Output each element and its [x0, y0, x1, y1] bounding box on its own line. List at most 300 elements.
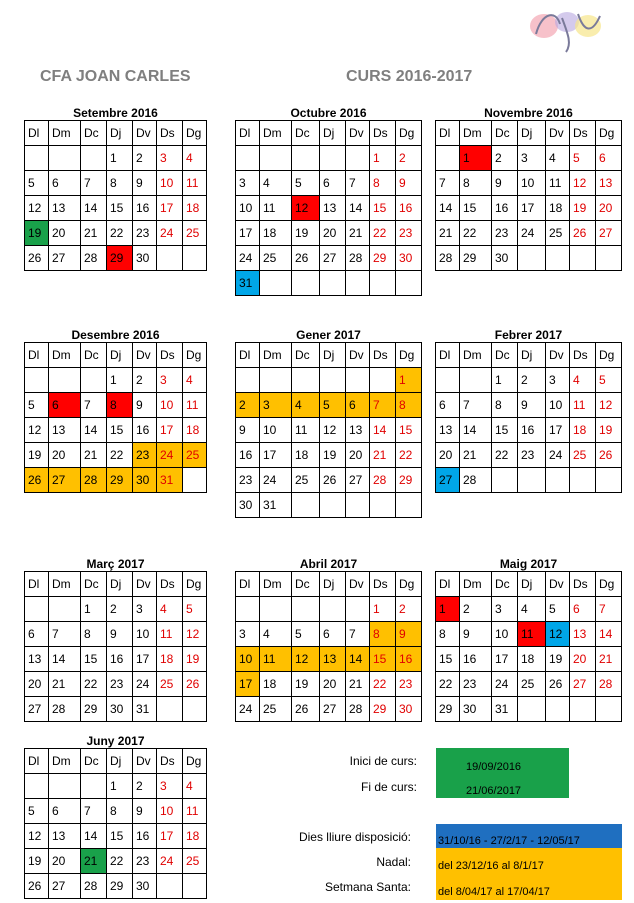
day-cell: 5 [570, 146, 596, 171]
day-cell: 12 [570, 171, 596, 196]
day-cell: 19 [596, 418, 622, 443]
day-cell: 23 [133, 443, 157, 468]
day-cell: 12 [292, 196, 320, 221]
empty-cell [236, 368, 260, 393]
empty-cell [81, 146, 107, 171]
day-cell: 13 [49, 196, 81, 221]
day-cell: 19 [25, 221, 49, 246]
empty-cell [396, 493, 422, 518]
day-cell: 1 [460, 146, 492, 171]
day-cell: 27 [320, 246, 346, 271]
day-cell: 7 [81, 171, 107, 196]
day-cell: 9 [460, 622, 492, 647]
day-cell: 20 [436, 443, 460, 468]
day-cell: 20 [25, 672, 49, 697]
weekday-header: Dj [107, 343, 133, 368]
day-cell: 24 [518, 221, 546, 246]
day-cell: 11 [183, 393, 207, 418]
day-cell: 28 [346, 697, 370, 722]
school-name: CFA JOAN CARLES [40, 68, 191, 85]
empty-cell [370, 493, 396, 518]
day-cell: 13 [596, 171, 622, 196]
day-cell: 15 [396, 418, 422, 443]
day-cell: 5 [25, 171, 49, 196]
day-cell: 28 [81, 468, 107, 493]
day-cell: 13 [320, 647, 346, 672]
weekday-header: Dl [436, 572, 460, 597]
day-cell: 29 [436, 697, 460, 722]
weekday-header: Dv [546, 572, 570, 597]
day-cell: 4 [183, 146, 207, 171]
legend-holidays-box [436, 848, 622, 900]
day-cell: 9 [133, 171, 157, 196]
day-cell: 26 [292, 246, 320, 271]
day-cell: 11 [292, 418, 320, 443]
day-cell: 16 [396, 647, 422, 672]
day-cell: 14 [346, 647, 370, 672]
empty-cell [346, 271, 370, 296]
day-cell: 28 [81, 874, 107, 899]
empty-cell [546, 468, 570, 493]
course-title: CURS 2016-2017 [346, 68, 473, 85]
weekday-header: Dg [596, 343, 622, 368]
day-cell: 1 [107, 146, 133, 171]
day-cell: 4 [183, 774, 207, 799]
day-cell: 12 [546, 622, 570, 647]
day-cell: 8 [107, 171, 133, 196]
weekday-header: Dc [292, 121, 320, 146]
day-cell: 21 [346, 672, 370, 697]
empty-cell [596, 468, 622, 493]
day-cell: 25 [292, 468, 320, 493]
day-cell: 9 [492, 171, 518, 196]
weekday-header: Dg [183, 121, 207, 146]
day-cell: 6 [320, 171, 346, 196]
day-cell: 4 [518, 597, 546, 622]
day-cell: 1 [81, 597, 107, 622]
day-cell: 30 [492, 246, 518, 271]
day-cell: 18 [183, 196, 207, 221]
day-cell: 1 [492, 368, 518, 393]
weekday-header: Dm [260, 572, 292, 597]
day-cell: 6 [25, 622, 49, 647]
day-cell: 12 [596, 393, 622, 418]
day-cell: 25 [518, 672, 546, 697]
day-cell: 26 [546, 672, 570, 697]
empty-cell [25, 597, 49, 622]
day-cell: 13 [346, 418, 370, 443]
day-cell: 8 [370, 171, 396, 196]
weekday-header: Dm [49, 749, 81, 774]
legend-easter-value: del 8/04/17 al 17/04/17 [438, 886, 550, 898]
day-cell: 18 [518, 647, 546, 672]
day-cell: 17 [492, 647, 518, 672]
day-cell: 2 [396, 146, 422, 171]
day-cell: 2 [518, 368, 546, 393]
day-cell: 6 [49, 799, 81, 824]
empty-cell [546, 697, 570, 722]
day-cell: 11 [260, 647, 292, 672]
empty-cell [183, 468, 207, 493]
day-cell: 10 [546, 393, 570, 418]
day-cell: 28 [81, 246, 107, 271]
day-cell: 18 [157, 647, 183, 672]
day-cell: 2 [133, 774, 157, 799]
day-cell: 11 [570, 393, 596, 418]
day-cell: 8 [81, 622, 107, 647]
day-cell: 29 [107, 246, 133, 271]
day-cell: 25 [183, 849, 207, 874]
day-cell: 16 [133, 418, 157, 443]
day-cell: 8 [370, 622, 396, 647]
empty-cell [49, 774, 81, 799]
day-cell: 5 [292, 171, 320, 196]
day-cell: 19 [320, 443, 346, 468]
empty-cell [460, 368, 492, 393]
day-cell: 10 [236, 647, 260, 672]
day-cell: 6 [49, 171, 81, 196]
day-cell: 9 [133, 799, 157, 824]
day-cell: 10 [133, 622, 157, 647]
legend-free-value: 31/10/16 - 27/2/17 - 12/05/17 [438, 835, 580, 847]
day-cell: 12 [25, 824, 49, 849]
day-cell: 9 [107, 622, 133, 647]
day-cell: 30 [133, 874, 157, 899]
day-cell: 5 [546, 597, 570, 622]
empty-cell [292, 368, 320, 393]
day-cell: 9 [518, 393, 546, 418]
day-cell: 31 [157, 468, 183, 493]
empty-cell [292, 271, 320, 296]
day-cell: 7 [346, 622, 370, 647]
day-cell: 18 [570, 418, 596, 443]
day-cell: 26 [25, 874, 49, 899]
day-cell: 22 [460, 221, 492, 246]
day-cell: 23 [107, 672, 133, 697]
day-cell: 7 [436, 171, 460, 196]
day-cell: 2 [236, 393, 260, 418]
day-cell: 19 [25, 849, 49, 874]
day-cell: 16 [460, 647, 492, 672]
empty-cell [570, 697, 596, 722]
day-cell: 25 [260, 697, 292, 722]
weekday-header: Ds [157, 572, 183, 597]
empty-cell [81, 774, 107, 799]
day-cell: 27 [436, 468, 460, 493]
day-cell: 5 [596, 368, 622, 393]
day-cell: 29 [107, 468, 133, 493]
day-cell: 29 [370, 246, 396, 271]
day-cell: 5 [183, 597, 207, 622]
day-cell: 4 [260, 171, 292, 196]
empty-cell [346, 597, 370, 622]
day-cell: 21 [49, 672, 81, 697]
day-cell: 15 [460, 196, 492, 221]
day-cell: 18 [183, 418, 207, 443]
day-cell: 20 [320, 221, 346, 246]
empty-cell [183, 697, 207, 722]
empty-cell [260, 597, 292, 622]
day-cell: 4 [292, 393, 320, 418]
day-cell: 28 [370, 468, 396, 493]
weekday-header: Ds [157, 343, 183, 368]
day-cell: 3 [157, 774, 183, 799]
weekday-header: Dv [133, 121, 157, 146]
day-cell: 14 [81, 824, 107, 849]
day-cell: 24 [260, 468, 292, 493]
weekday-header: Dj [320, 572, 346, 597]
day-cell: 15 [370, 196, 396, 221]
day-cell: 3 [546, 368, 570, 393]
weekday-header: Dl [25, 343, 49, 368]
day-cell: 14 [436, 196, 460, 221]
weekday-header: Ds [157, 121, 183, 146]
day-cell: 22 [107, 443, 133, 468]
empty-cell [292, 597, 320, 622]
day-cell: 24 [546, 443, 570, 468]
day-cell: 18 [546, 196, 570, 221]
weekday-header: Ds [370, 343, 396, 368]
weekday-header: Dj [107, 749, 133, 774]
day-cell: 7 [596, 597, 622, 622]
day-cell: 16 [518, 418, 546, 443]
day-cell: 15 [107, 824, 133, 849]
day-cell: 2 [460, 597, 492, 622]
empty-cell [518, 697, 546, 722]
day-cell: 7 [49, 622, 81, 647]
day-cell: 26 [25, 468, 49, 493]
weekday-header: Dl [25, 572, 49, 597]
day-cell: 13 [320, 196, 346, 221]
weekday-header: Dv [133, 749, 157, 774]
day-cell: 11 [157, 622, 183, 647]
day-cell: 6 [596, 146, 622, 171]
day-cell: 22 [107, 221, 133, 246]
day-cell: 9 [396, 622, 422, 647]
empty-cell [596, 697, 622, 722]
day-cell: 5 [320, 393, 346, 418]
weekday-header: Dv [133, 572, 157, 597]
day-cell: 10 [157, 171, 183, 196]
day-cell: 20 [320, 672, 346, 697]
day-cell: 21 [460, 443, 492, 468]
day-cell: 1 [396, 368, 422, 393]
month-title: Octubre 2016 [290, 106, 367, 120]
day-cell: 8 [492, 393, 518, 418]
day-cell: 22 [436, 672, 460, 697]
day-cell: 27 [570, 672, 596, 697]
weekday-header: Dm [49, 343, 81, 368]
day-cell: 27 [49, 874, 81, 899]
day-cell: 3 [157, 146, 183, 171]
day-cell: 8 [436, 622, 460, 647]
empty-cell [346, 368, 370, 393]
month-title: Març 2017 [86, 557, 145, 571]
day-cell: 31 [236, 271, 260, 296]
weekday-header: Dc [492, 121, 518, 146]
weekday-header: Ds [157, 749, 183, 774]
day-cell: 26 [25, 246, 49, 271]
day-cell: 30 [460, 697, 492, 722]
legend-end-value: 21/06/2017 [466, 785, 522, 797]
day-cell: 30 [396, 697, 422, 722]
day-cell: 24 [157, 849, 183, 874]
day-cell: 7 [346, 171, 370, 196]
empty-cell [546, 246, 570, 271]
day-cell: 24 [157, 443, 183, 468]
day-cell: 27 [320, 697, 346, 722]
day-cell: 19 [570, 196, 596, 221]
day-cell: 28 [596, 672, 622, 697]
day-cell: 14 [460, 418, 492, 443]
day-cell: 26 [320, 468, 346, 493]
empty-cell [25, 368, 49, 393]
weekday-header: Ds [570, 121, 596, 146]
day-cell: 28 [460, 468, 492, 493]
day-cell: 30 [396, 246, 422, 271]
day-cell: 22 [107, 849, 133, 874]
day-cell: 19 [25, 443, 49, 468]
day-cell: 3 [518, 146, 546, 171]
day-cell: 15 [107, 418, 133, 443]
weekday-header: Dm [49, 572, 81, 597]
weekday-header: Dc [81, 121, 107, 146]
legend-free-box [436, 824, 622, 848]
day-cell: 3 [133, 597, 157, 622]
day-cell: 25 [260, 246, 292, 271]
day-cell: 1 [107, 368, 133, 393]
month-title: Gener 2017 [296, 328, 361, 342]
empty-cell [292, 493, 320, 518]
empty-cell [396, 271, 422, 296]
legend-free-label: Dies lliure disposició: [298, 830, 411, 844]
weekday-header: Dj [107, 572, 133, 597]
day-cell: 19 [292, 221, 320, 246]
empty-cell [236, 146, 260, 171]
day-cell: 25 [570, 443, 596, 468]
day-cell: 23 [133, 849, 157, 874]
day-cell: 6 [436, 393, 460, 418]
weekday-header: Dc [81, 343, 107, 368]
day-cell: 25 [183, 443, 207, 468]
day-cell: 15 [492, 418, 518, 443]
day-cell: 14 [81, 196, 107, 221]
weekday-header: Dc [292, 572, 320, 597]
empty-cell [49, 597, 81, 622]
day-cell: 17 [236, 672, 260, 697]
day-cell: 14 [596, 622, 622, 647]
day-cell: 16 [133, 824, 157, 849]
day-cell: 2 [107, 597, 133, 622]
day-cell: 8 [107, 799, 133, 824]
weekday-header: Ds [370, 572, 396, 597]
day-cell: 16 [236, 443, 260, 468]
day-cell: 16 [492, 196, 518, 221]
day-cell: 13 [25, 647, 49, 672]
day-cell: 23 [396, 672, 422, 697]
empty-cell [518, 468, 546, 493]
empty-cell [292, 146, 320, 171]
day-cell: 1 [370, 597, 396, 622]
weekday-header: Dc [492, 572, 518, 597]
day-cell: 6 [320, 622, 346, 647]
day-cell: 4 [546, 146, 570, 171]
weekday-header: Dj [518, 572, 546, 597]
day-cell: 19 [546, 647, 570, 672]
empty-cell [157, 697, 183, 722]
day-cell: 30 [107, 697, 133, 722]
day-cell: 7 [81, 799, 107, 824]
day-cell: 21 [436, 221, 460, 246]
day-cell: 22 [370, 672, 396, 697]
day-cell: 11 [183, 799, 207, 824]
day-cell: 2 [133, 368, 157, 393]
day-cell: 7 [370, 393, 396, 418]
day-cell: 3 [236, 171, 260, 196]
day-cell: 9 [236, 418, 260, 443]
day-cell: 7 [460, 393, 492, 418]
weekday-header: Dl [436, 343, 460, 368]
day-cell: 26 [570, 221, 596, 246]
logo-icon [522, 4, 612, 56]
weekday-header: Dg [396, 572, 422, 597]
day-cell: 13 [49, 418, 81, 443]
day-cell: 23 [518, 443, 546, 468]
weekday-header: Dl [436, 121, 460, 146]
weekday-header: Dj [320, 121, 346, 146]
empty-cell [25, 146, 49, 171]
day-cell: 11 [183, 171, 207, 196]
day-cell: 26 [292, 697, 320, 722]
day-cell: 9 [133, 393, 157, 418]
day-cell: 16 [133, 196, 157, 221]
day-cell: 4 [260, 622, 292, 647]
day-cell: 2 [396, 597, 422, 622]
weekday-header: Dj [518, 121, 546, 146]
day-cell: 12 [292, 647, 320, 672]
weekday-header: Dj [320, 343, 346, 368]
day-cell: 23 [492, 221, 518, 246]
day-cell: 20 [346, 443, 370, 468]
day-cell: 21 [81, 849, 107, 874]
day-cell: 11 [260, 196, 292, 221]
day-cell: 22 [396, 443, 422, 468]
empty-cell [260, 271, 292, 296]
weekday-header: Dg [183, 343, 207, 368]
day-cell: 6 [49, 393, 81, 418]
legend-easter-label: Setmana Santa: [324, 880, 411, 894]
empty-cell [346, 146, 370, 171]
day-cell: 20 [49, 443, 81, 468]
day-cell: 22 [492, 443, 518, 468]
empty-cell [492, 468, 518, 493]
weekday-header: Dc [81, 572, 107, 597]
day-cell: 10 [157, 799, 183, 824]
empty-cell [436, 368, 460, 393]
day-cell: 15 [370, 647, 396, 672]
weekday-header: Dj [107, 121, 133, 146]
day-cell: 14 [81, 418, 107, 443]
day-cell: 4 [157, 597, 183, 622]
day-cell: 2 [133, 146, 157, 171]
weekday-header: Dm [49, 121, 81, 146]
empty-cell [320, 597, 346, 622]
day-cell: 10 [260, 418, 292, 443]
legend-christmas-value: del 23/12/16 al 8/1/17 [438, 860, 544, 872]
day-cell: 18 [260, 221, 292, 246]
day-cell: 31 [492, 697, 518, 722]
day-cell: 31 [133, 697, 157, 722]
